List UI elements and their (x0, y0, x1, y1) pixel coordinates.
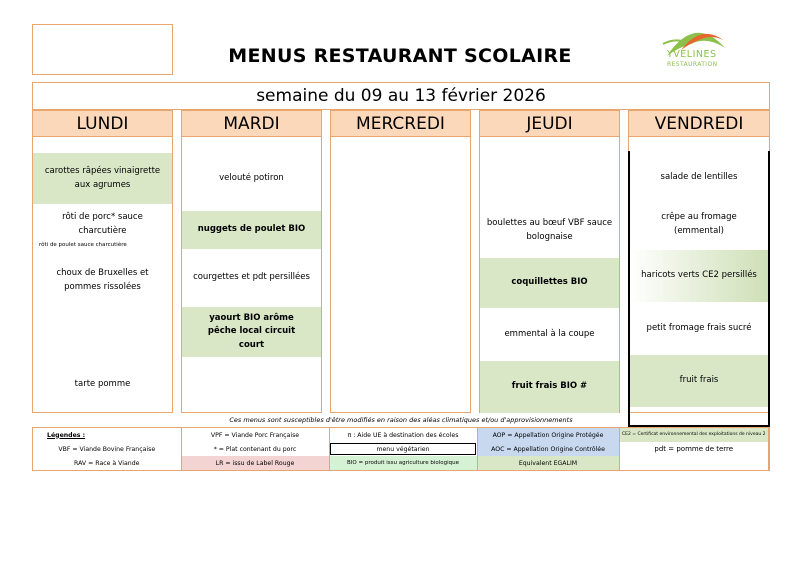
menu-item: courgettes et pdt persillées (193, 272, 310, 283)
legend-pdt: pdt = pomme de terre (619, 442, 769, 456)
day-header-mercredi: MERCREDI (331, 111, 470, 137)
menu-item: boulettes au bœuf VBF sauce bolognaise (486, 218, 613, 242)
legend-title: Légendes : (33, 428, 181, 442)
footer-note: Ces menus sont susceptibles d'être modifiés en raison des aléas climatiques et/ou d'approvisionnements (229, 416, 573, 424)
menu-item: carottes râpées vinaigrette aux agrumes (33, 153, 172, 204)
menu-item: fruit frais BIO # (480, 361, 619, 413)
menu-item (33, 306, 172, 359)
menu-item: petit fromage frais sucré (646, 322, 752, 333)
legend-vpf: VPF = Viande Porc Française (181, 428, 329, 442)
blank-box (32, 24, 173, 75)
legend-lr: LR = issu de Label Rouge (181, 456, 329, 470)
day-header-mardi: MARDI (182, 111, 321, 137)
menu-item: velouté potiron (219, 172, 284, 183)
menu-item: rôti de porc* sauce charcutière rôti de poulet sauce charcutière (39, 212, 143, 249)
menu-item: yaourt BIO arôme pêche local circuit court (182, 307, 321, 357)
menu-item: emmental à la coupe (504, 328, 595, 339)
menu-item: crêpe au fromage (emmental) (661, 212, 737, 236)
legend-ce2: CE2 = Certificat environnemental des exploitations de niveau 2 (619, 428, 769, 442)
menu-item: nuggets de poulet BIO (182, 211, 321, 249)
legend-pi: π : Aide UE à destination des écoles (329, 428, 477, 442)
logo-text-1: YVELINES (667, 49, 717, 60)
day-header-lundi: LUNDI (33, 111, 172, 137)
legend-egalim: Equivalent EGALIM (477, 456, 619, 470)
menu-item: fruit frais (630, 355, 768, 407)
day-header-vendredi: VENDREDI (629, 111, 769, 137)
day-column-mardi (181, 110, 322, 413)
menu-item (182, 357, 321, 411)
logo-text-2: RESTAURATION (667, 61, 718, 68)
yvelines-restauration-logo (655, 18, 735, 73)
menu-item: salade de lentilles (660, 171, 738, 182)
menu-item (480, 153, 619, 204)
legend-vbf: VBF = Viande Bovine Française (33, 442, 181, 456)
day-column-mercredi (330, 110, 471, 413)
menu-item: coquillettes BIO (480, 258, 619, 308)
legend-empty (619, 456, 769, 470)
day-column-jeudi (479, 110, 620, 413)
day-header-jeudi: JEUDI (480, 111, 619, 137)
day-column-vendredi (628, 110, 770, 413)
legend-bio: BIO = produit issu agriculture biologique (329, 456, 477, 470)
menu-item: choux de Bruxelles et pommes rissolées (56, 268, 149, 292)
menu-item: haricots verts CE2 persillés (630, 250, 768, 302)
legend-aop: AOP = Appellation Origine Protégée (477, 428, 619, 442)
day-column-lundi (32, 110, 173, 413)
week-label: semaine du 09 au 13 février 2026 (256, 86, 546, 106)
menu-item: tarte pomme (74, 379, 131, 390)
menu-item-note: rôti de poulet sauce charcutière (39, 242, 127, 249)
legend-table (32, 427, 770, 471)
legend-porc: * = Plat contenant du porc (181, 442, 329, 456)
page-title: MENUS RESTAURANT SCOLAIRE (228, 45, 572, 67)
legend-rav: RAV = Race à Viande (33, 456, 181, 470)
legend-aoc: AOC = Appellation Origine Contrôlée (477, 442, 619, 456)
week-banner (32, 82, 770, 110)
legend-vegetarien: menu végétarien (329, 442, 477, 456)
